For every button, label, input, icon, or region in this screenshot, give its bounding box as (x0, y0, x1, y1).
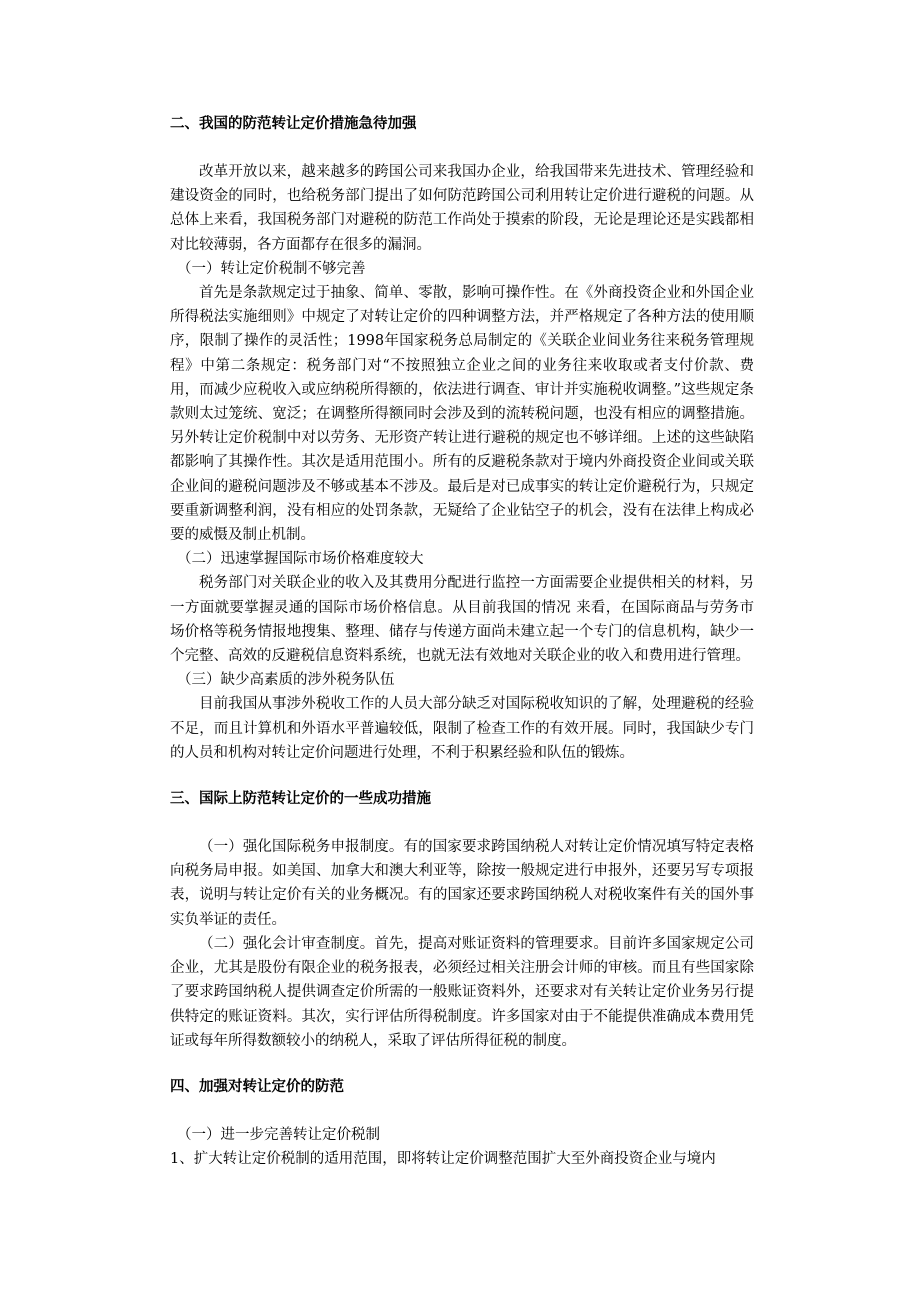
spacer (170, 765, 754, 787)
spacer (170, 811, 754, 835)
section-2-sub-3-paragraph: 目前我国从事涉外税收工作的人员大部分缺乏对国际税收知识的了解，处理避税的经验不足，而且计算机和外语水平普遍较低，限制了检查工作的有效开展。同时，我国缺少专门的人员和机构对转让定价问题进行处理，不利于积累经验和队伍的锻炼。 (170, 696, 754, 761)
spacer (170, 136, 754, 160)
section-4-subheading-1: （一）进一步完善转让定价税制 (177, 1126, 380, 1143)
section-2-intro-paragraph: 改革开放以来，越来越多的跨国公司来我国办企业，给我国带来先进技术、管理经验和建设资金的同时，也给税务部门提出了如何防范跨国公司利用转让定价进行避税的问题。从总体上来看，我国税务部门对避税的防范工作尚处于摸索的阶段，无论是理论还是实践都相对比较薄弱，各方面都存在很多的漏洞。 (170, 164, 754, 253)
document-page (170, 112, 754, 1171)
section-2-subheading-1: （一）转让定价税制不够完善 (177, 260, 366, 277)
section-3-heading: 三、国际上防范转让定价的一些成功措施 (170, 791, 431, 808)
section-2-subheading-3: （三）缺少高素质的涉外税务队伍 (177, 672, 395, 689)
section-2-heading: 二、我国的防范转让定价措施急待加强 (170, 116, 417, 132)
section-2-sub-2-paragraph: 税务部门对关联企业的收入及其费用分配进行监控一方面需要企业提供相关的材料，另一方面就要掌握灵通的国际市场价格信息。从目前我国的情况 来看，在国际商品与劳务市场价格等税务情报地搜集、整理、储存与传递方面尚未建立起一个专门的信息机构，缺少一个完整、高效的反避税信息资料系统，也就无法有效地对关联企业的收入和费用进行管理。 (170, 575, 754, 665)
section-2-sub-1-paragraph: 首先是条款规定过于抽象、简单、零散，影响可操作性。在《外商投资企业和外国企业所得税法实施细则》中规定了对转让定价的四种调整方法，并严格规定了各种方法的使用顺序，限制了操作的灵活性；1998年国家税务总局制定的《关联企业间业务往来税务管理规程》中第二条规定：税务部门对“不按照独立企业之间的业务往来收取或者支付价款、费用，而减少应税收入或应纳税所得额的，依法进行调查、审计并实施税收调整。”这些规定条款则太过笼统、宽泛；在调整所得额同时会涉及到的流转税问题，也没有相应的调整措施。另外转让定价税制中对以劳务、无形资产转让进行避税的规定也不够详细。上述的这些缺陷都影响了其操作性。其次是适用范围小。所有的反避税条款对于境内外商投资企业间或关联企业间的避税问题涉及不够或基本不涉及。最后是对已成事实的转让定价避税行为，只规定要重新调整利润，没有相应的处罚条款，无疑给了企业钻空子的机会，没有在法律上构成必要的威慑及制止机制。 (170, 285, 754, 544)
section-4-item-1: 1、扩大转让定价税制的适用范围，即将转让定价调整范围扩大至外商投资企业与境内 (170, 1151, 716, 1168)
section-3-paragraph-1: （一）强化国际税务申报制度。有的国家要求跨国纳税人对转让定价情况填写特定表格向税务局申报。如美国、加拿大和澳大利亚等，除按一般规定进行申报外，还要另写专项报表，说明与转让定价有关的业务概况。有的国家还要求跨国纳税人对税收案件有关的国外事实负举证的责任。 (170, 839, 754, 928)
section-2-subheading-2: （二）迅速掌握国际市场价格难度较大 (177, 551, 424, 568)
spacer (170, 1053, 754, 1075)
spacer (170, 1099, 754, 1123)
section-3-paragraph-2: （二）强化会计审查制度。首先，提高对账证资料的管理要求。目前许多国家规定公司企业，尤其是股份有限企业的税务报表，必须经过相关注册会计师的审核。而且有些国家除了要求跨国纳税人提供调查定价所需的一般账证资料外，还要求对有关转让定价业务另行提供特定的账证资料。其次，实行评估所得税制度。许多国家对由于不能提供准确成本费用凭证或每年所得数额较小的纳税人，采取了评估所得征税的制度。 (170, 935, 754, 1049)
section-4-heading: 四、加强对转让定价的防范 (170, 1078, 344, 1095)
